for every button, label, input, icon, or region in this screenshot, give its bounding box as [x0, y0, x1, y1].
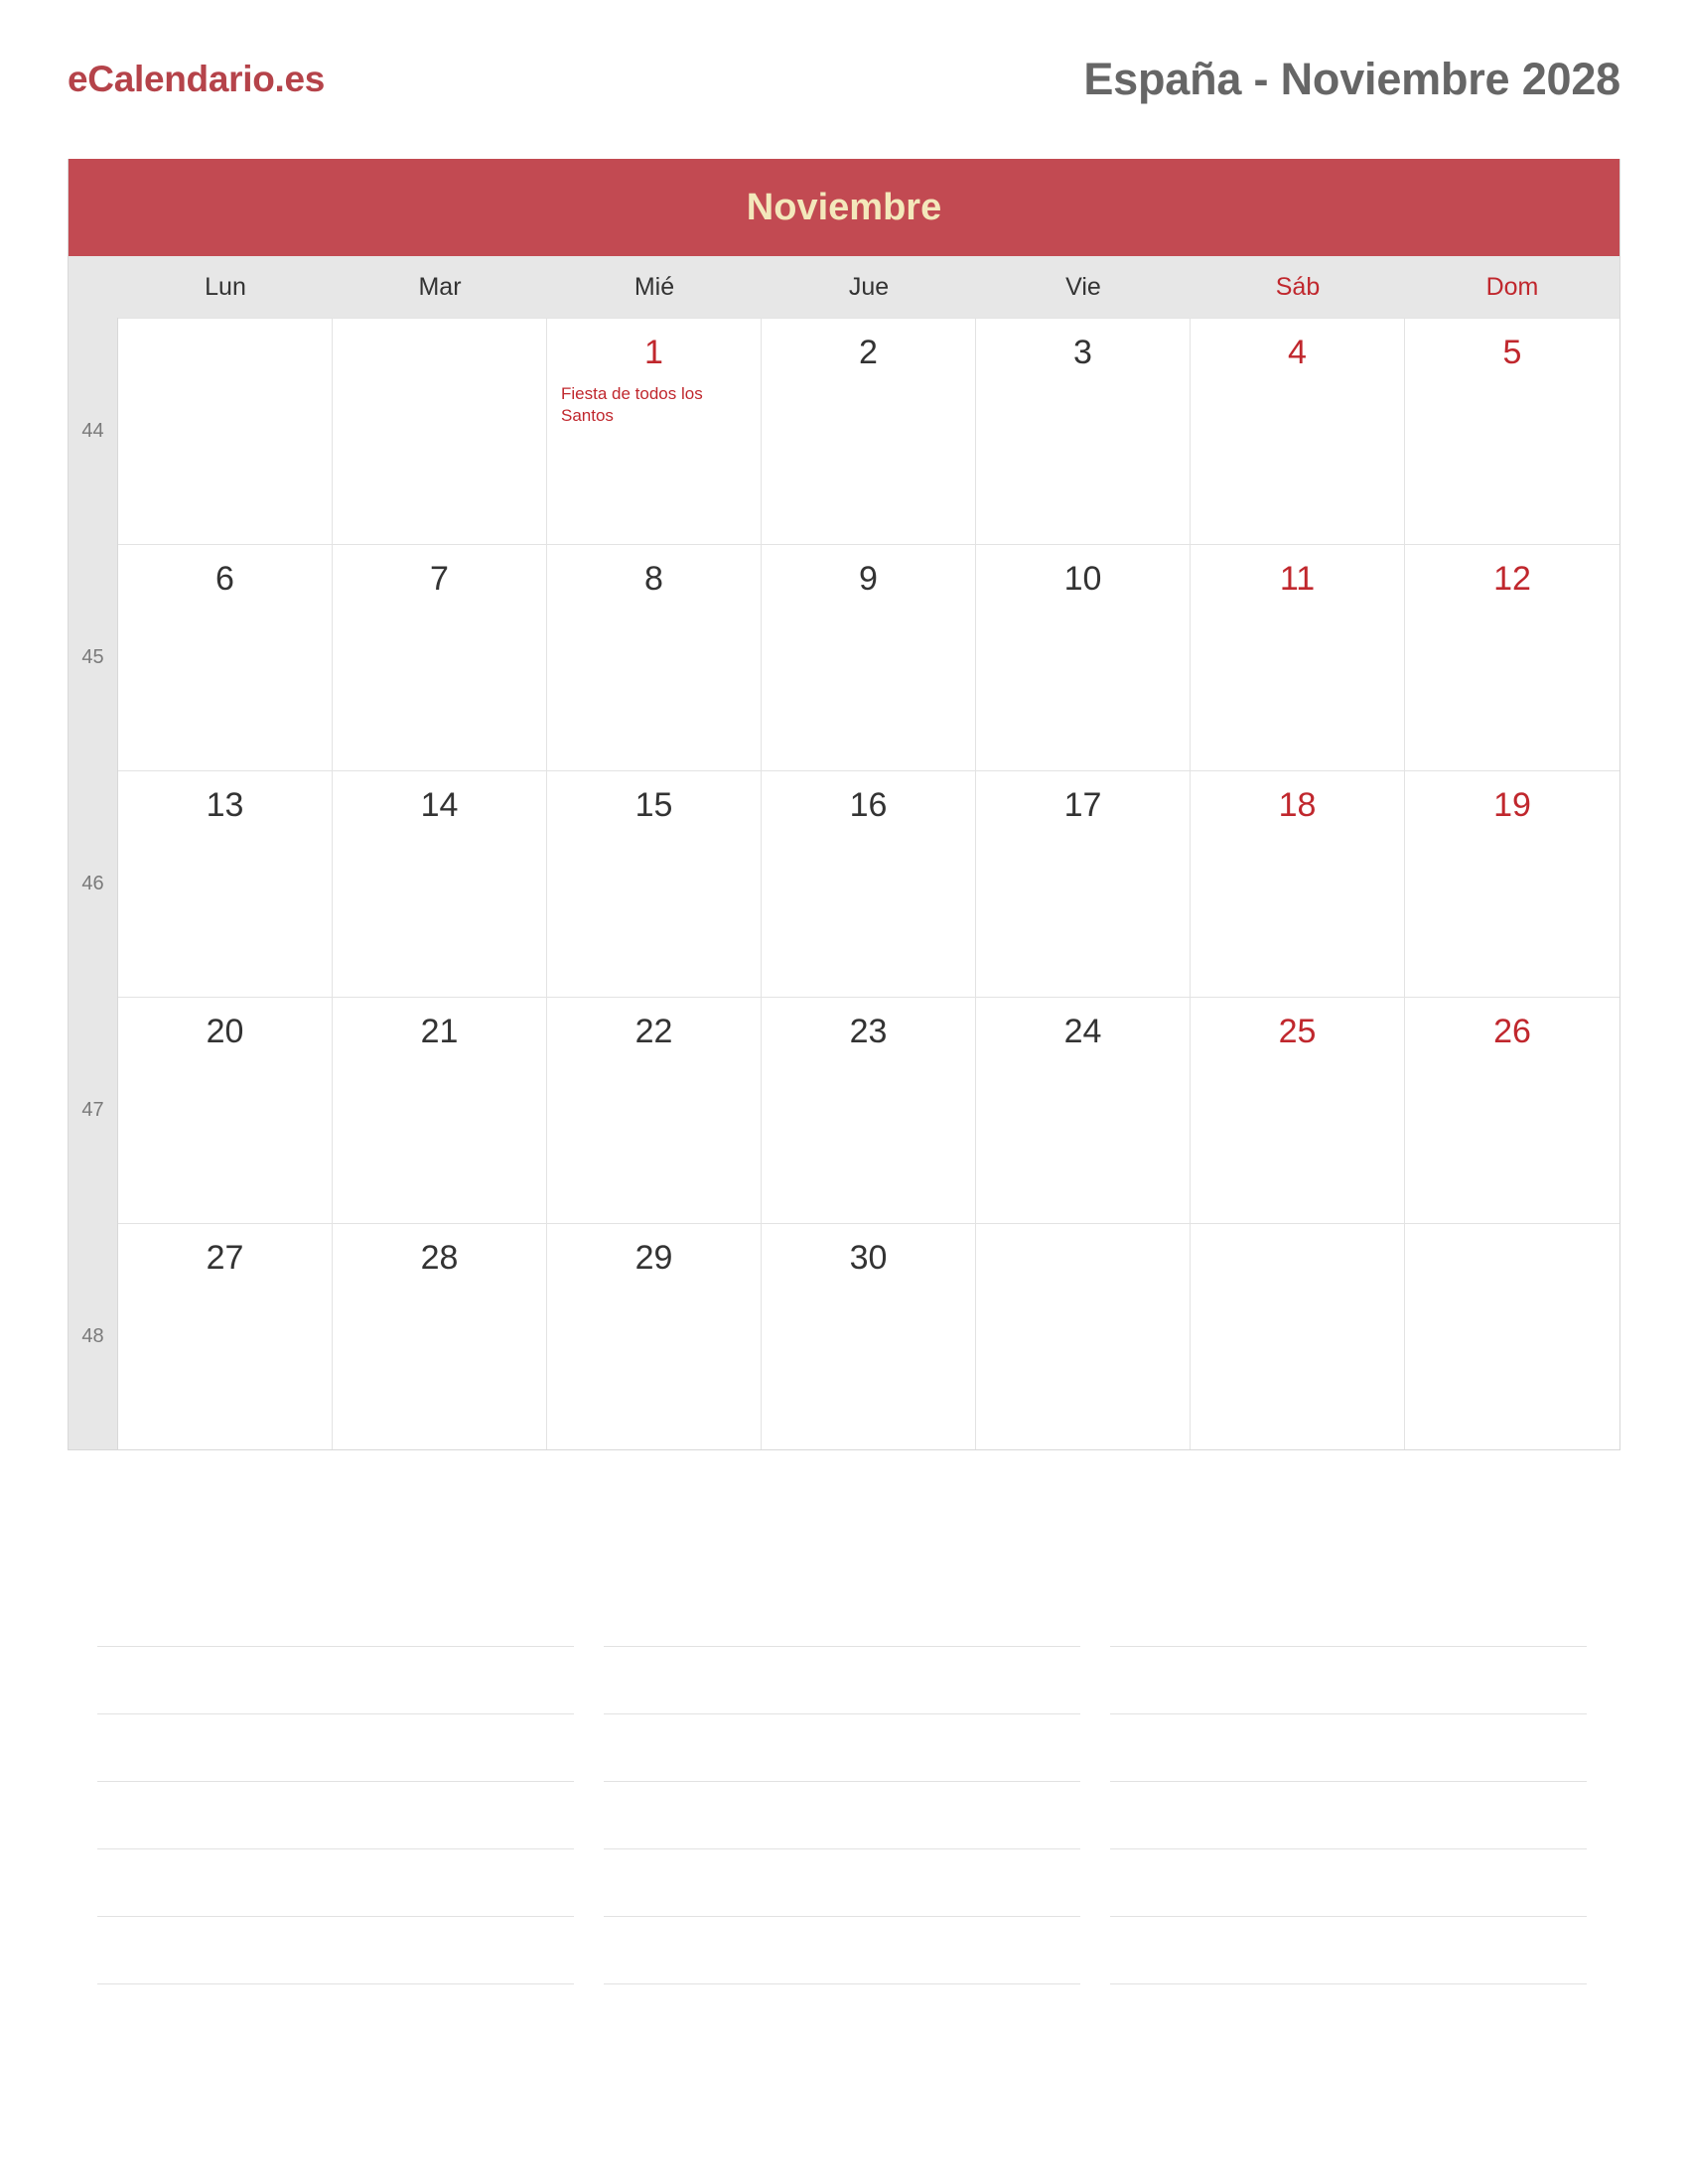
day-number: 3 — [1073, 334, 1092, 371]
calendar-day-cell[interactable] — [1405, 544, 1619, 770]
calendar-body — [69, 318, 1619, 1449]
month-name: Noviembre — [746, 186, 942, 228]
day-number: 9 — [859, 560, 878, 598]
calendar-week-row — [69, 770, 1619, 997]
calendar-day-cell-empty — [1191, 1223, 1405, 1449]
week-number: 44 — [69, 318, 118, 544]
calendar-day-cell[interactable] — [762, 544, 976, 770]
calendar-day-cell-empty — [1405, 1223, 1619, 1449]
day-number: 27 — [206, 1239, 244, 1277]
calendar-day-cell[interactable] — [976, 318, 1191, 544]
weekday-header-thu: Jue — [848, 272, 890, 301]
day-number: 11 — [1279, 560, 1316, 598]
note-line[interactable] — [1110, 1849, 1587, 1917]
note-line[interactable] — [1110, 1579, 1587, 1647]
note-line[interactable] — [1110, 1782, 1587, 1849]
day-number: 4 — [1288, 334, 1307, 371]
calendar-day-cell[interactable] — [1191, 544, 1405, 770]
day-number: 22 — [634, 1013, 673, 1050]
calendar-day-cell[interactable] — [333, 544, 547, 770]
note-line[interactable] — [604, 1849, 1080, 1917]
day-number: 6 — [215, 560, 234, 598]
weekday-header-row — [69, 256, 1619, 318]
page-title: España - Noviembre 2028 — [1083, 54, 1620, 104]
day-number: 1 — [644, 334, 663, 371]
day-number: 12 — [1493, 560, 1531, 598]
day-number: 7 — [430, 560, 449, 598]
day-number: 8 — [644, 560, 663, 598]
notes-column — [604, 1579, 1080, 1984]
note-line[interactable] — [604, 1782, 1080, 1849]
notes-column — [97, 1579, 574, 1984]
calendar-day-cell[interactable] — [762, 1223, 976, 1449]
calendar-day-cell[interactable] — [333, 1223, 547, 1449]
note-line[interactable] — [97, 1579, 574, 1647]
day-number: 25 — [1278, 1013, 1317, 1050]
calendar-day-cell[interactable] — [118, 544, 333, 770]
day-number: 29 — [634, 1239, 673, 1277]
calendar-day-cell[interactable] — [547, 1223, 762, 1449]
calendar-day-cell[interactable] — [1191, 770, 1405, 997]
notes-area — [97, 1579, 1587, 1984]
calendar-day-cell[interactable] — [1191, 997, 1405, 1223]
calendar-day-cell[interactable] — [762, 318, 976, 544]
day-number: 17 — [1063, 786, 1102, 824]
day-number: 21 — [420, 1013, 459, 1050]
holiday-label: Fiesta de todos los Santos — [561, 384, 703, 425]
calendar-day-cell[interactable] — [547, 770, 762, 997]
day-number: 14 — [420, 786, 459, 824]
week-number: 48 — [69, 1223, 118, 1449]
day-number: 10 — [1063, 560, 1102, 598]
note-line[interactable] — [97, 1917, 574, 1984]
weekday-header-wed: Mié — [633, 272, 675, 301]
note-line[interactable] — [97, 1849, 574, 1917]
site-logo[interactable]: eCalendario.es — [68, 59, 326, 99]
day-number: 26 — [1493, 1013, 1531, 1050]
note-line[interactable] — [97, 1714, 574, 1782]
week-number: 45 — [69, 544, 118, 770]
note-line[interactable] — [1110, 1647, 1587, 1714]
weekday-header-mon: Lun — [205, 272, 246, 301]
note-line[interactable] — [604, 1579, 1080, 1647]
calendar-day-cell[interactable] — [1405, 997, 1619, 1223]
calendar-week-row — [69, 544, 1619, 770]
calendar-day-cell[interactable] — [547, 544, 762, 770]
day-number: 24 — [1063, 1013, 1102, 1050]
notes-column — [1110, 1579, 1587, 1984]
calendar-day-cell[interactable] — [118, 997, 333, 1223]
calendar-day-cell[interactable] — [333, 770, 547, 997]
note-line[interactable] — [604, 1647, 1080, 1714]
day-number: 5 — [1502, 334, 1522, 371]
day-number: 19 — [1493, 786, 1531, 824]
calendar-day-cell[interactable] — [1191, 318, 1405, 544]
day-number: 15 — [634, 786, 673, 824]
week-number: 46 — [69, 770, 118, 997]
calendar-week-row — [69, 997, 1619, 1223]
calendar-day-cell[interactable] — [1405, 318, 1619, 544]
calendar-day-cell[interactable] — [976, 997, 1191, 1223]
day-number: 20 — [206, 1013, 244, 1050]
calendar-day-cell[interactable] — [547, 318, 762, 544]
day-number: 16 — [849, 786, 888, 824]
note-line[interactable] — [1110, 1917, 1587, 1984]
calendar-day-cell-empty — [976, 1223, 1191, 1449]
day-number: 30 — [849, 1239, 888, 1277]
calendar-day-cell[interactable] — [118, 1223, 333, 1449]
weekday-header-fri: Vie — [1065, 272, 1101, 301]
day-number: 23 — [849, 1013, 888, 1050]
calendar-day-cell[interactable] — [547, 997, 762, 1223]
week-number: 47 — [69, 997, 118, 1223]
note-line[interactable] — [97, 1782, 574, 1849]
day-number: 28 — [420, 1239, 459, 1277]
day-number: 13 — [206, 786, 244, 824]
calendar-day-cell[interactable] — [976, 770, 1191, 997]
month-calendar — [68, 159, 1620, 1450]
calendar-day-cell[interactable] — [762, 770, 976, 997]
calendar-day-cell[interactable] — [333, 997, 547, 1223]
week-number-header — [69, 256, 118, 318]
note-line[interactable] — [1110, 1714, 1587, 1782]
note-line[interactable] — [604, 1917, 1080, 1984]
calendar-day-cell[interactable] — [976, 544, 1191, 770]
calendar-day-cell-empty — [333, 318, 547, 544]
weekday-header-sat: Sáb — [1275, 272, 1321, 301]
calendar-day-cell[interactable] — [118, 770, 333, 997]
day-number: 18 — [1278, 786, 1317, 824]
weekday-header-sun: Dom — [1485, 272, 1539, 301]
page-header — [68, 0, 1620, 159]
calendar-day-cell[interactable] — [1405, 770, 1619, 997]
note-line[interactable] — [604, 1714, 1080, 1782]
note-line[interactable] — [97, 1647, 574, 1714]
day-number: 2 — [859, 334, 878, 371]
calendar-day-cell-empty — [118, 318, 333, 544]
weekday-header-tue: Mar — [418, 272, 462, 301]
calendar-week-row — [69, 318, 1619, 544]
calendar-day-cell[interactable] — [762, 997, 976, 1223]
month-title-bar — [69, 159, 1619, 256]
calendar-week-row — [69, 1223, 1619, 1449]
